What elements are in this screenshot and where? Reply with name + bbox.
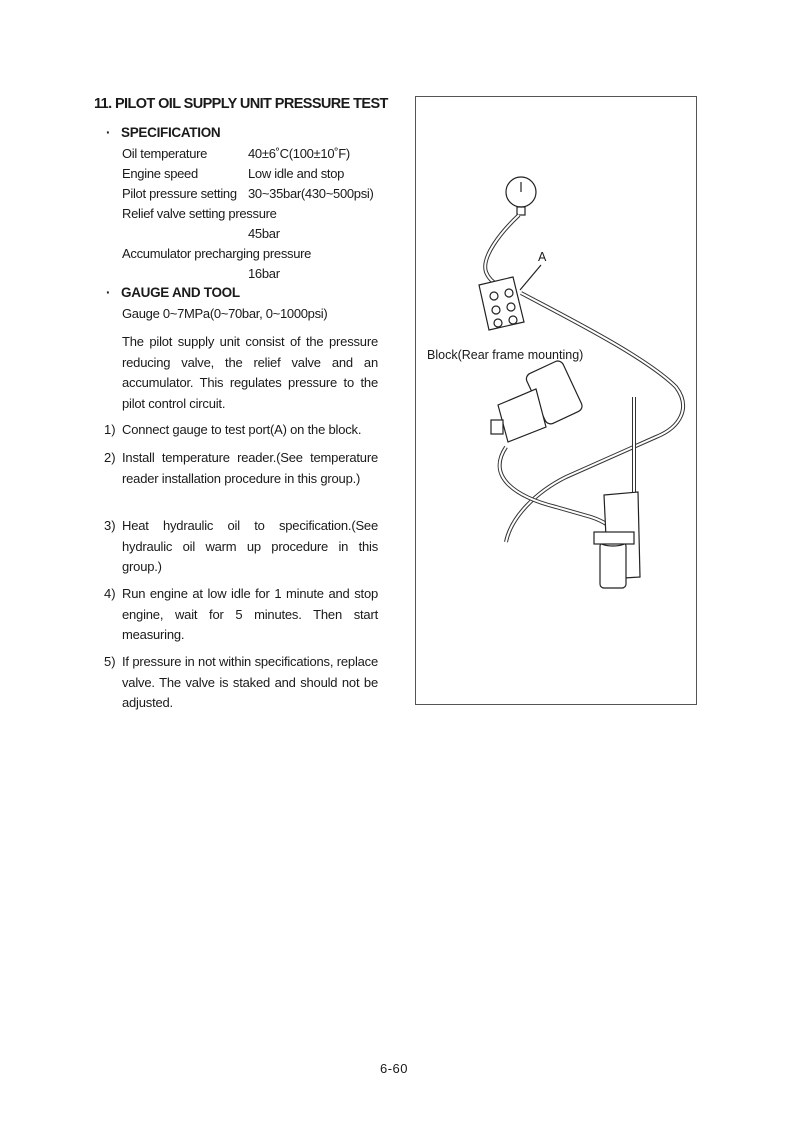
hydraulic-diagram [416, 97, 698, 706]
spec-label-accumulator: Accumulator precharging pressure [122, 246, 312, 261]
label-block: Block(Rear frame mounting) [427, 348, 584, 362]
gauge-tool-heading-text: GAUGE AND TOOL [121, 285, 240, 300]
step-text: Run engine at low idle for 1 minute and stop engine, wait for 5 minutes. Then start measuring. [122, 586, 378, 642]
spec-label-pilot-pressure: Pilot pressure setting [122, 186, 237, 201]
description-paragraph: The pilot supply unit consist of the pressure reducing valve, the relief valve and an accumulator. This regulates pressure to the pilot control circuit. [122, 334, 378, 411]
section-title: 11. PILOT OIL SUPPLY UNIT PRESSURE TEST [94, 96, 388, 112]
step-text: Install temperature reader.(See temperature reader installation procedure in this group.) [122, 450, 378, 486]
step-text: If pressure in not within specifications, replace valve. The valve is staked and should not be adjusted. [122, 654, 378, 710]
specification-heading-text: SPECIFICATION [121, 125, 221, 140]
step-5 [104, 652, 378, 714]
gauge-spec: Gauge 0~7MPa(0~70bar, 0~1000psi) [122, 306, 328, 321]
page-number: 6-60 [380, 1061, 409, 1076]
spec-value-oil-temperature: 40±6˚C(100±10˚F) [248, 146, 350, 161]
step-4 [104, 584, 378, 646]
step-number: 5) [104, 654, 116, 669]
gauge-tool-heading [106, 285, 240, 300]
bullet-icon: · [106, 285, 111, 300]
figure-frame [415, 96, 697, 705]
step-number: 3) [104, 518, 116, 533]
spec-value-relief-valve: 45bar [248, 226, 280, 241]
spec-label-engine-speed: Engine speed [122, 166, 198, 181]
step-number: 1) [104, 422, 116, 437]
spec-label-relief-valve: Relief valve setting pressure [122, 206, 277, 221]
step-2 [104, 448, 378, 489]
filter-cylinder [600, 542, 626, 588]
bullet-icon: · [106, 125, 111, 140]
spec-label-oil-temperature: Oil temperature [122, 146, 208, 161]
step-number: 2) [104, 450, 116, 465]
step-number: 4) [104, 586, 116, 601]
spec-value-engine-speed: Low idle and stop [248, 166, 345, 181]
step-1 [104, 420, 378, 441]
spec-value-pilot-pressure: 30~35bar(430~500psi) [248, 186, 374, 201]
step-3 [104, 516, 378, 578]
step-text: Heat hydraulic oil to specification.(See hydraulic oil warm up procedure in this group.) [122, 518, 378, 574]
step-text: Connect gauge to test port(A) on the block. [122, 422, 362, 437]
specification-heading [106, 125, 220, 140]
label-a: A [538, 250, 547, 264]
spec-value-accumulator: 16bar [248, 266, 280, 281]
